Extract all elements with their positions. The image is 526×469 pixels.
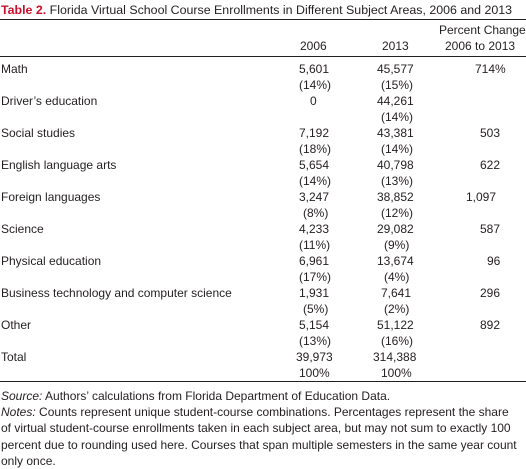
table-row: [0, 61, 526, 93]
table-row-total: [0, 349, 526, 381]
header-change-line1: Percent Change: [439, 23, 526, 37]
row-change: 714%: [475, 62, 506, 76]
row-subject: Science: [1, 222, 44, 236]
table-row: [0, 285, 526, 317]
header-2013: 2013: [382, 39, 409, 53]
row-2013-value: 13,674: [377, 254, 414, 268]
row-2006-value: 5,601: [299, 62, 330, 76]
row-2013-percent: 100%: [381, 366, 412, 380]
row-2006-value: 1,931: [299, 286, 330, 300]
row-subject: Physical education: [1, 254, 102, 268]
row-change: 296: [480, 286, 501, 300]
row-2013-percent: (2%): [384, 302, 410, 316]
table-row: [0, 93, 526, 125]
table-row: [0, 157, 526, 189]
row-2013-percent: (15%): [381, 78, 414, 92]
source-note: [1, 388, 521, 404]
table-row: [0, 253, 526, 285]
header-change-line2: 2006 to 2013: [445, 39, 516, 53]
notes-paragraph: [1, 404, 521, 469]
row-2006-value: 7,192: [299, 126, 330, 140]
row-2013-value: 51,122: [377, 318, 414, 332]
source-label: Source:: [1, 389, 43, 403]
notes-label: Notes:: [1, 405, 36, 420]
table-row: [0, 125, 526, 157]
row-2013-value: 314,388: [373, 350, 417, 364]
table-notes: [1, 388, 521, 469]
row-2006-value: 39,973: [296, 350, 333, 364]
bottom-rule: [0, 381, 526, 382]
row-change: 503: [480, 126, 501, 140]
row-2013-percent: (9%): [384, 238, 410, 252]
row-subject: Foreign languages: [1, 190, 101, 204]
row-2006-percent: (13%): [299, 334, 332, 348]
row-2013-value: 7,641: [381, 286, 412, 300]
row-2006-value: 3,247: [299, 190, 330, 204]
header-2006: 2006: [300, 39, 327, 53]
row-2006-value: 4,233: [299, 222, 330, 236]
row-2013-percent: (13%): [381, 174, 414, 188]
row-change: 587: [480, 222, 501, 236]
row-2006-value: 5,654: [299, 158, 330, 172]
row-2006-value: 5,154: [299, 318, 330, 332]
row-2013-percent: (14%): [381, 110, 414, 124]
row-2006-percent: (8%): [303, 206, 329, 220]
table-number: Table 2.: [1, 3, 47, 17]
row-2013-value: 45,577: [377, 62, 414, 76]
row-change: 1,097: [466, 190, 497, 204]
row-2006-value: 6,961: [299, 254, 330, 268]
row-2006-percent: (11%): [299, 238, 331, 252]
row-subject: Other: [1, 318, 32, 332]
table-title: [1, 3, 512, 17]
table-caption: Florida Virtual School Course Enrollments in Different Subject Areas, 2006 and 2013: [49, 3, 513, 17]
row-change: 892: [480, 318, 501, 332]
row-subject: Business technology and computer science: [1, 286, 232, 300]
row-2006-percent: (18%): [299, 142, 332, 156]
row-2006-percent: (14%): [299, 78, 332, 92]
row-subject: English language arts: [1, 158, 117, 172]
row-2013-percent: (4%): [384, 270, 410, 284]
row-change: 622: [480, 158, 501, 172]
source-text: Authors’ calculations from Florida Department of Education Data.: [42, 389, 391, 403]
row-2013-value: 38,852: [377, 190, 414, 204]
row-2006-value: 0: [310, 94, 317, 108]
table-row: [0, 221, 526, 253]
row-change: 96: [487, 254, 501, 268]
row-2013-value: 44,261: [377, 94, 414, 108]
row-2013-value: 40,798: [377, 158, 414, 172]
row-2006-percent: 100%: [299, 366, 330, 380]
row-subject: Total: [1, 350, 27, 364]
notes-text: Counts represent unique student-course combinations. Percentages represent the share of virtual student-course enrollments taken in each subject area, but may not sum to exactly 100 percent due to rounding used here. Courses that span multiple semesters in the same year count only once.: [1, 405, 517, 468]
row-subject: Math: [1, 62, 28, 76]
header-rule: [0, 56, 526, 57]
top-rule: [0, 19, 526, 20]
row-2006-percent: (5%): [303, 302, 329, 316]
row-2013-value: 43,381: [377, 126, 414, 140]
row-2006-percent: (17%): [299, 270, 332, 284]
row-2013-percent: (12%): [381, 206, 414, 220]
table-row: [0, 317, 526, 349]
row-2013-percent: (16%): [381, 334, 414, 348]
row-2013-percent: (14%): [381, 142, 414, 156]
row-2013-value: 29,082: [377, 222, 414, 236]
row-2006-percent: (14%): [299, 174, 332, 188]
table-row: [0, 189, 526, 221]
row-subject: Social studies: [1, 126, 76, 140]
row-subject: Driver’s education: [1, 94, 98, 108]
